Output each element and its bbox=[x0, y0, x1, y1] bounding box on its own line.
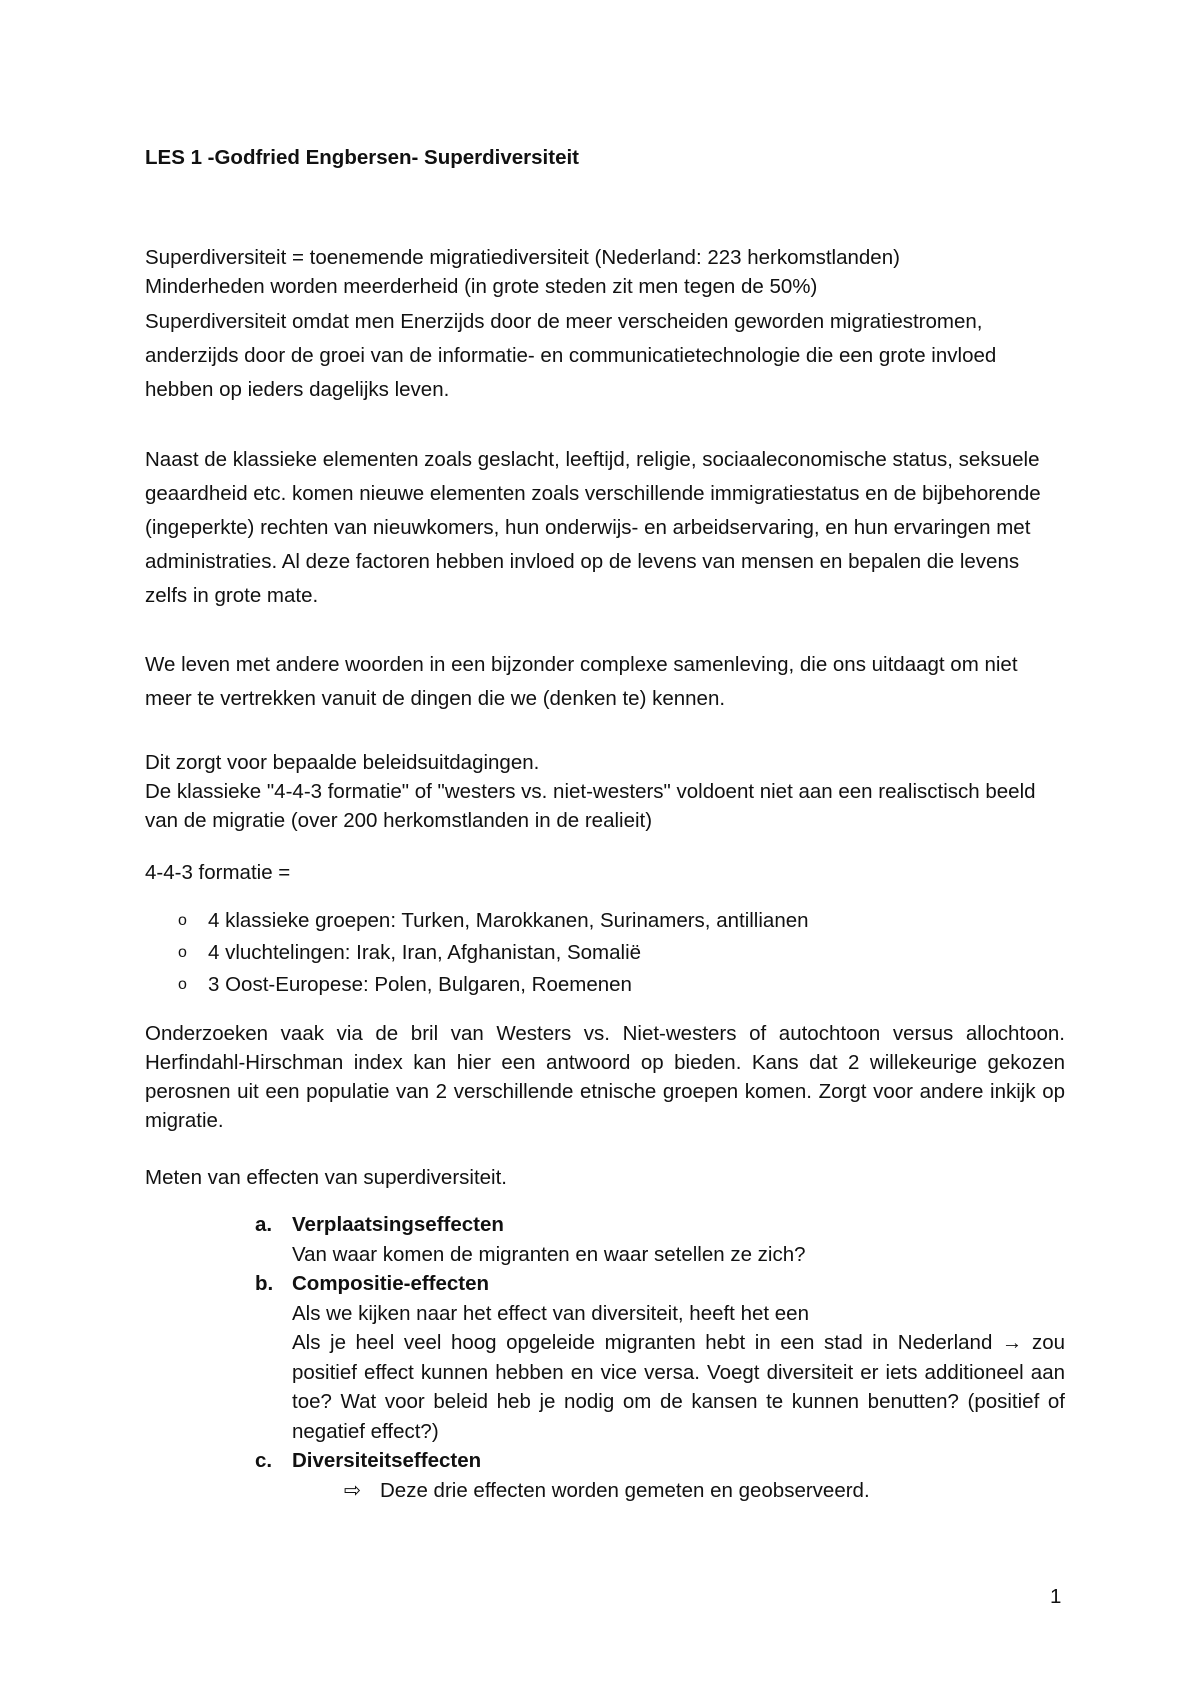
page-number: 1 bbox=[1050, 1585, 1062, 1608]
bullet-marker: o bbox=[178, 944, 187, 961]
list-item: o 3 Oost-Europese: Polen, Bulgaren, Roemenen bbox=[178, 969, 1058, 1001]
conclusion-text: Deze drie effecten worden gemeten en geobserveerd. bbox=[380, 1478, 870, 1502]
paragraph-measuring-effects: Meten van effecten van superdiversiteit. bbox=[145, 1166, 507, 1189]
effects-list bbox=[255, 1210, 1065, 1505]
paragraph-443-formation: De klassieke "4-4-3 formatie" of "westers vs. niet-westers" voldoent niet aan een realisctisch beeld van de migratie (over 200 herkomstlanden in de realieit) bbox=[145, 780, 1036, 832]
list-label: b. bbox=[255, 1272, 274, 1295]
effect-heading: Compositie-effecten bbox=[292, 1272, 490, 1295]
list-item bbox=[255, 1210, 1065, 1269]
conclusion-line bbox=[292, 1476, 1065, 1506]
list-label: c. bbox=[255, 1449, 273, 1472]
arrow-icon: ⇨ bbox=[344, 1478, 362, 1502]
list-item: o 4 klassieke groepen: Turken, Marokkanen, Surinamers, antillianen bbox=[178, 905, 1058, 937]
paragraph-443-label: 4-4-3 formatie = bbox=[145, 861, 291, 884]
paragraph-research: Onderzoeken vaak via de bril van Westers vs. Niet-westers of autochtoon versus allochtoon. Herfindahl-Hirschman index kan hier een antwoord op bieden. Kans dat 2 willekeurige gekozen perosnen uit een populatie van 2 verschillende etnische groepen komen. Zorgt voor andere inkijk op migratie. bbox=[145, 1022, 1065, 1132]
paragraph-complex-society: We leven met andere woorden in een bijzonder complexe samenleving, die ons uitdaagt om niet meer te vertrekken vanuit de dingen die we (denken te) kennen. bbox=[145, 653, 1018, 710]
paragraph-definition: Superdiversiteit = toenemende migratiediversiteit (Nederland: 223 herkomstlanden) bbox=[145, 246, 900, 269]
bullet-marker: o bbox=[178, 976, 187, 993]
paragraph-policy-challenges: Dit zorgt voor bepaalde beleidsuitdagingen. bbox=[145, 751, 540, 774]
bullet-marker: o bbox=[178, 912, 187, 929]
paragraph-classic-elements: Naast de klassieke elementen zoals geslacht, leeftijd, religie, sociaaleconomische status, seksuele geaardheid etc. komen nieuwe elementen zoals verschillende immigratiestatus en de bijbehorende (ingeperkte) rechten van nieuwkomers, hun onderwijs- en arbeidservaring, en hun ervaringen met administraties. Al deze factoren hebben invloed op de levens van mensen en bepalen die levens zelfs in grote mate. bbox=[145, 448, 1041, 607]
effect-description: Van waar komen de migranten en waar setellen ze zich? bbox=[292, 1242, 806, 1266]
page-title: LES 1 -Godfried Engbersen- Superdiversiteit bbox=[145, 146, 580, 169]
effect-description: Als we kijken naar het effect van diversiteit, heeft het een bbox=[292, 1301, 809, 1325]
paragraph-superdiversity-reason: Superdiversiteit omdat men Enerzijds door de meer verscheiden geworden migratiestromen, anderzijds door de groei van de informatie- en communicatietechnologie die een grote invloed hebben op ieders dagelijks leven. bbox=[145, 310, 997, 401]
formation-list bbox=[178, 905, 1058, 1001]
effect-heading: Verplaatsingseffecten bbox=[292, 1213, 504, 1236]
list-label: a. bbox=[255, 1213, 273, 1236]
list-item bbox=[255, 1269, 1065, 1446]
paragraph-minorities: Minderheden worden meerderheid (in grote steden zit men tegen de 50%) bbox=[145, 275, 818, 298]
list-item bbox=[255, 1446, 1065, 1505]
effect-description: Als je heel veel hoog opgeleide migranten hebt in een stad in Nederland → zou positief effect kunnen hebben en vice versa. Voegt diversiteit er iets additioneel aan toe? Wat voor beleid heb je nodig om de kansen te kunnen benutten? (positief of negatief effect?) bbox=[292, 1331, 1065, 1443]
effect-heading: Diversiteitseffecten bbox=[292, 1449, 482, 1472]
list-item: o 4 vluchtelingen: Irak, Iran, Afghanistan, Somalië bbox=[178, 937, 1058, 969]
